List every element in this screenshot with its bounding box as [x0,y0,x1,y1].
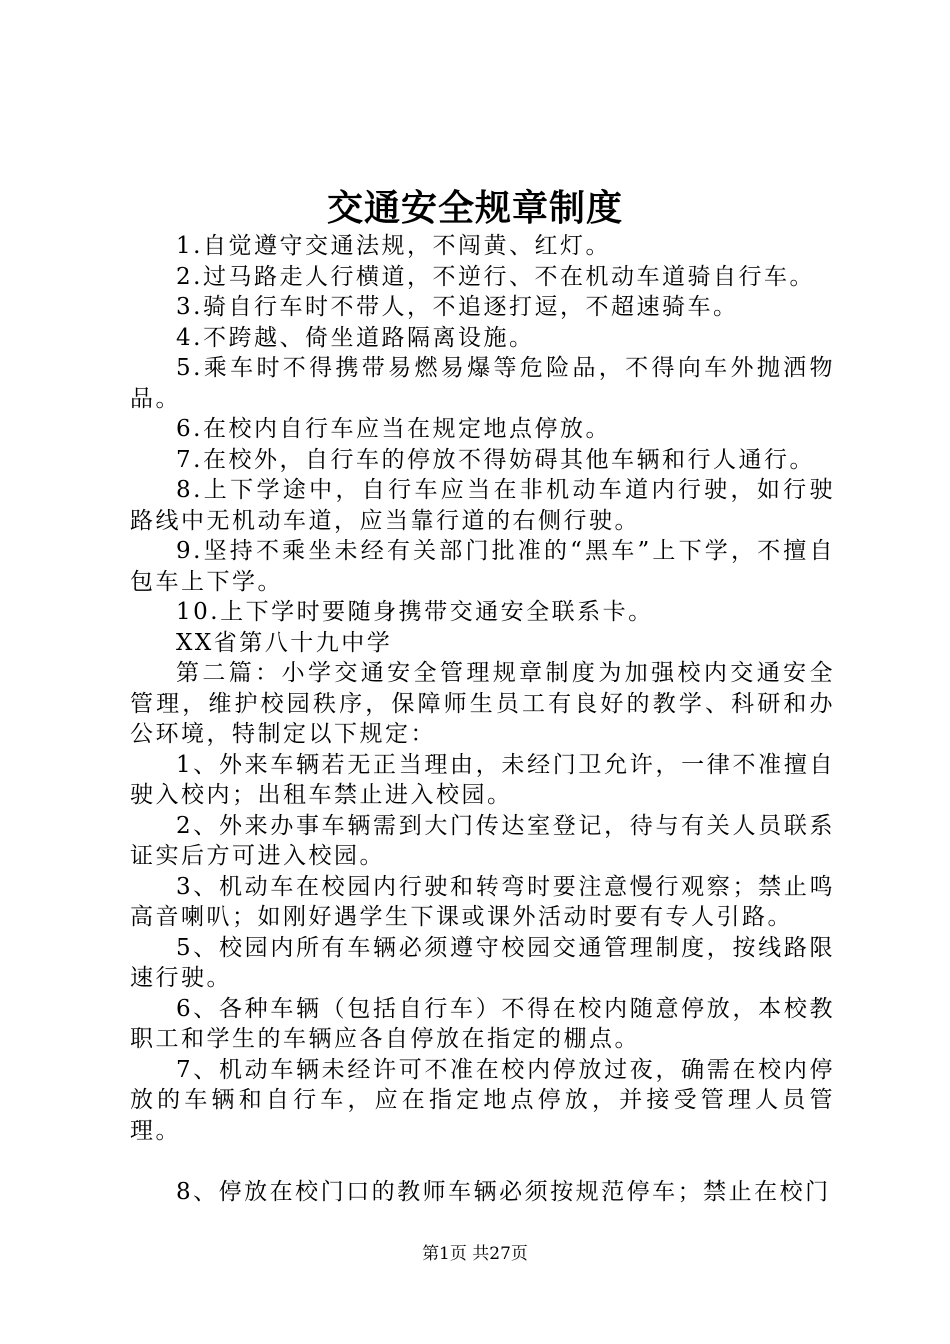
rule-1: 1.自觉遵守交通法规，不闯黄、红灯。 [176,233,611,259]
rule-7: 7.在校外，自行车的停放不得妨碍其他车辆和行人通行。 [176,446,815,473]
section-two-item-3: 3、机动车在校园内行驶和转弯时要注意慢行观察；禁止鸣高音喇叭；如刚好遇学生下课或课外活动时要有专人引路。 [130,873,835,930]
document-body [130,231,835,1208]
rule-6: 6.在校内自行车应当在规定地点停放。 [176,416,611,442]
rule-4: 4.不跨越、倚坐道路隔离设施。 [176,324,535,351]
rule-9: 9.坚持不乘坐未经有关部门批准的“黑车”上下学，不擅自包车上下学。 [130,538,835,595]
section-two-item-7: 7、机动车辆未经许可不准在校内停放过夜，确需在校内停放的车辆和自行车，应在指定地点停放，并接受管理人员管理。 [130,1056,835,1144]
section-two-item-2: 2、外来办事车辆需到大门传达室登记，待与有关人员联系证实后方可进入校园。 [130,812,835,869]
rule-5: 5.乘车时不得携带易燃易爆等危险品，不得向车外抛洒物品。 [130,355,835,412]
rule-3: 3.骑自行车时不带人，不追逐打逗，不超速骑车。 [176,294,739,320]
document-title: 交通安全规章制度 [326,187,623,229]
section-two-item-6: 6、各种车辆（包括自行车）不得在校内随意停放，本校教职工和学生的车辆应各自停放在指定的棚点。 [130,995,835,1052]
section-two-item-5: 5、校园内所有车辆必须遵守校园交通管理制度，按线路限速行驶。 [130,934,835,991]
section-two-intro: 第二篇：小学交通安全管理规章制度为加强校内交通安全管理，维护校园秩序，保障师生员工有良好的教学、科研和办公环境，特制定以下规定： [130,660,835,747]
rule-2: 2.过马路走人行横道，不逆行、不在机动车道骑自行车。 [176,263,815,290]
section-two-item-1: 1、外来车辆若无正当理由，未经门卫允许，一律不准擅自驶入校内；出租车禁止进入校园。 [130,751,835,808]
school-signature: XX省第八十九中学 [176,629,393,656]
page-number-footer: 第1页 共27页 [422,1244,528,1264]
section-two-item-8: 8、停放在校门口的教师车辆必须按规范停车；禁止在校门 [176,1179,831,1205]
rule-8: 8.上下学途中，自行车应当在非机动车道内行驶，如行驶路线中无机动车道，应当靠行道的右侧行驶。 [130,477,835,534]
rule-10: 10.上下学时要随身携带交通安全联系卡。 [176,599,654,625]
